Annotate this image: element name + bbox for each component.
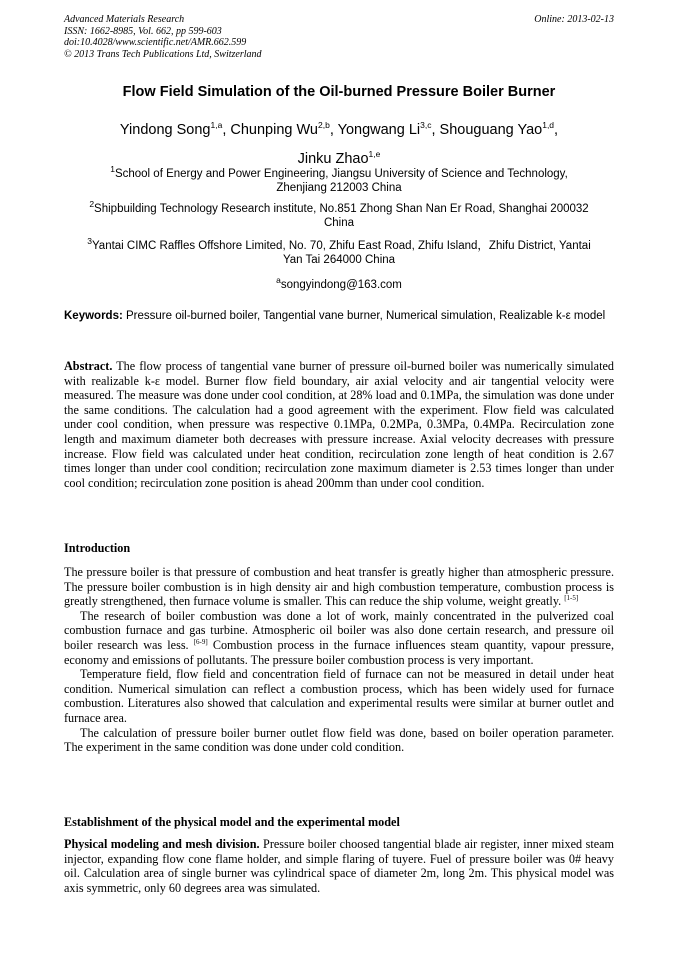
introduction-heading: Introduction — [64, 541, 131, 555]
author-sep: , — [329, 121, 338, 138]
abstract-label: Abstract. — [64, 359, 113, 373]
author-name: Shouguang Yao — [439, 121, 543, 138]
affiliation-sup: 3 — [87, 236, 92, 246]
email-address[interactable]: songyindong@163.com — [280, 278, 402, 291]
author-sup: 1,e — [368, 148, 381, 159]
affiliation-sup: 1 — [110, 164, 115, 174]
affiliation-line — [64, 234, 614, 253]
author-sup: 1,d — [542, 120, 555, 130]
author-name: Yindong Song — [119, 121, 211, 138]
keywords-text: Pressure oil-burned boiler, Tangential vane burner, Numerical simulation, Realizable k-ε model — [122, 310, 606, 322]
abstract — [64, 359, 614, 490]
intro-paragraph-2 — [64, 609, 614, 667]
affiliation-line: China — [323, 217, 355, 230]
keywords — [64, 309, 614, 324]
author-sup: 2,b — [317, 120, 330, 130]
journal-issn: ISSN: 1662-8985, Vol. 662, pp 599-603 — [64, 25, 222, 37]
author-sup: 3,c — [420, 120, 432, 130]
physical-modeling-text: Pressure boiler choosed tangential blade air register, inner mixed steam injector, expanding flow cone flame holder, and simple flaring of tuyere. Fuel of pressure boiler was 0# heavy oil. Calculation area of single burner was cylindrical space of diameter 2m, long 2m. This physical model was axis symmetric, only 60 degrees area was simulated. — [64, 837, 614, 895]
email-sup: a — [276, 275, 281, 285]
journal-header — [64, 14, 262, 60]
author-name: Jinku Zhao — [297, 150, 369, 167]
intro-paragraph-4: The calculation of pressure boiler burner outlet flow field was done, based on boiler operation parameter. The experiment in the same condition was done under cold condition. — [64, 725, 614, 755]
author-sep: , — [554, 121, 559, 138]
affiliation-sup: 2 — [89, 199, 95, 209]
affiliation-text: School of Energy and Power Engineering, Jiangsu University of Science and Technology, — [114, 167, 568, 180]
intro-p1-text: The pressure boiler is that pressure of combustion and heat transfer is greatly higher than atmospheric pressure. The pressure boiler combustion is in high density air and high combustion temperature, combustion process is greatly strengthened, then furnace volume is smaller. This can reduce the ship volume, weight greatly. — [64, 565, 614, 609]
author-name: Chunping Wu — [230, 121, 318, 138]
intro-paragraph-1 — [64, 565, 614, 609]
establishment-heading: Establishment of the physical model and the experimental model — [64, 815, 400, 829]
citation: [1-5] — [564, 594, 579, 603]
affiliation-3 — [64, 234, 614, 268]
author-sep: , — [431, 121, 440, 138]
affiliation-line — [64, 197, 614, 216]
paper-title: Flow Field Simulation of the Oil-burned Pressure Boiler Burner — [122, 84, 556, 100]
affiliation-line: Yan Tai 264000 China — [282, 254, 396, 267]
journal-name: Advanced Materials Research — [64, 14, 185, 25]
journal-copyright: © 2013 Trans Tech Publications Ltd, Switzerland — [64, 48, 262, 60]
abstract-text: The flow process of tangential vane burner of pressure oil-burned boiler was numerically simulated with realizable k-ε model. Burner flow field boundary, air axial velocity and air tangential velocity were measured. The measure was done under cool condition, at 28% load and 0.1MPa, the simulation was done under the same conditions. The calculation had a good agreement with the experiment. Flow field was calculated under cool condition, when pressure was respective 0.1MPa, 0.2MPa, 0.3MPa, 0.4MPa. Recirculation zone length and maximum diameter both decreases with pressure increase. Axial velocity decreases with pressure increase. Flow field was calculated under heat condition, recirculation zone length of heat condition is 2.67 times longer than under cool condition; recirculation zone maximum diameter is 2.53 times longer than under cool condition; recirculation zone position is ahead 200mm than under cool condition. — [64, 359, 614, 490]
affiliation-1 — [64, 162, 614, 196]
physical-modeling-label: Physical modeling and mesh division. — [64, 837, 260, 851]
citation: [6-9] — [193, 637, 208, 646]
affiliation-text: Yantai CIMC Raffles Offshore Limited, No. 70, Zhifu East Road, Zhifu Island，Zhifu District, Yantai — [91, 239, 591, 252]
author-name: Yongwang Li — [337, 121, 421, 138]
author-sep: , — [222, 121, 231, 138]
intro-p2b-text: Combustion process in the furnace influences steam quantity, vapour pressure, economy and emissions of pollutants. The pressure boiler combustion process is very important. — [64, 637, 614, 667]
intro-p2a-text: The research of boiler combustion was done a lot of work, mainly concentrated in the pulverized coal combustion furnace and gas turbine. Atmospheric oil boiler was also done certain research, and pressure oil boiler research was less. — [64, 608, 614, 652]
affiliation-2 — [64, 197, 614, 231]
affiliation-text: Shipbuilding Technology Research institute, No.851 Zhong Shan Nan Er Road, Shanghai 200032 — [94, 202, 589, 215]
intro-paragraph-3: Temperature field, flow field and concentration field of furnace can not be measured in detail under heat condition. Numerical simulation can reflect a combustion process, which has been widely used for furnace combustion. Literatures also showed that calculation and experimental results were similar at burner outlet and furnace area. — [64, 667, 614, 725]
introduction-body — [64, 565, 614, 755]
keywords-label: Keywords: — [64, 310, 123, 322]
affiliation-line — [64, 162, 614, 181]
author-sup: 1,a — [210, 120, 223, 130]
journal-doi: doi:10.4028/www.scientific.net/AMR.662.599 — [64, 37, 247, 48]
establishment-body — [64, 837, 614, 895]
online-date: Online: 2013-02-13 — [534, 14, 614, 25]
contact-email — [64, 275, 614, 291]
affiliation-line: Zhenjiang 212003 China — [276, 182, 402, 195]
author-line-1 — [40, 113, 638, 142]
